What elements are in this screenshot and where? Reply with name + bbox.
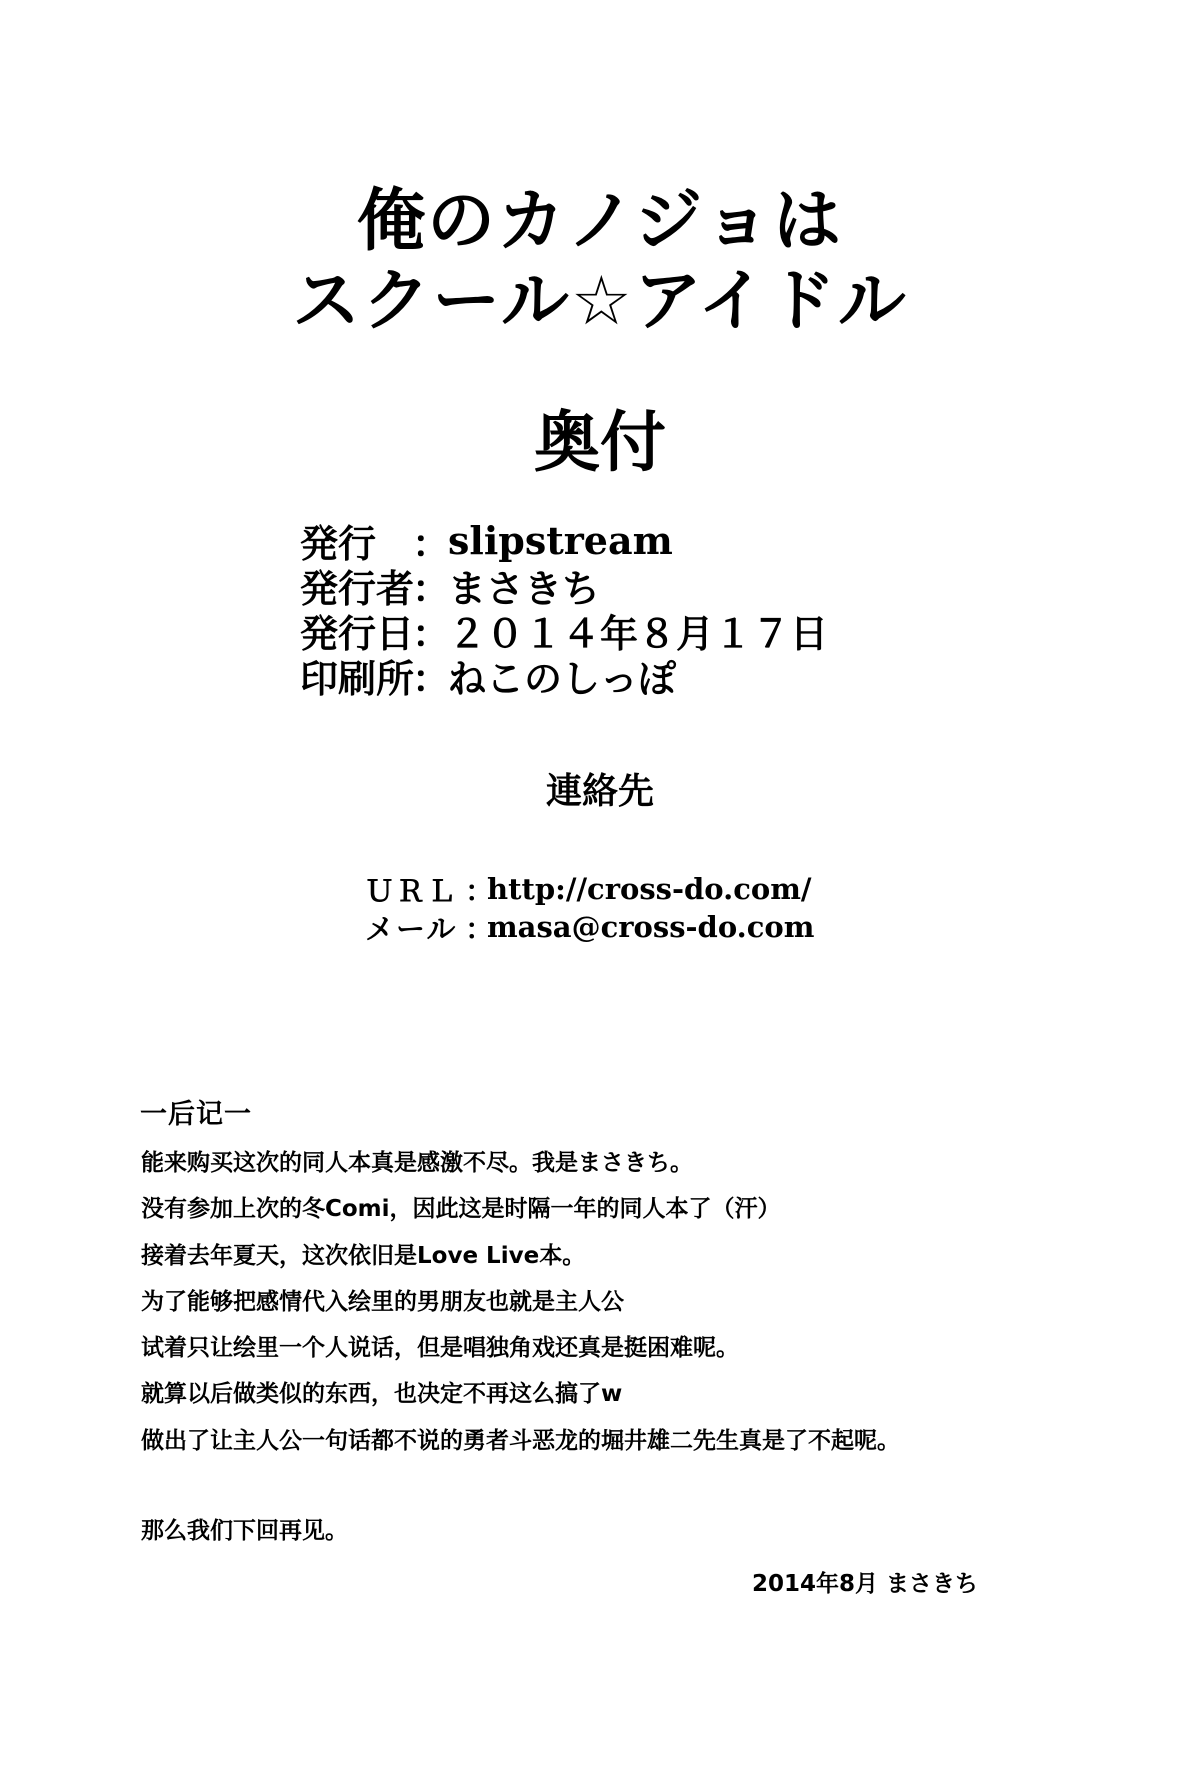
colophon-heading: 奥付 [534, 404, 666, 481]
contact-separator: ： [465, 911, 495, 946]
contact-heading: 連絡先 [545, 771, 654, 812]
info-row-date [300, 608, 829, 656]
info-value: ２０１４年８月１７日 [448, 611, 829, 656]
info-key: 印刷所 [300, 656, 415, 701]
afterword-line: 接着去年夏天，这次依旧是Love Live本。 [141, 1242, 586, 1269]
contact-row-url [365, 870, 814, 908]
afterword-title: 一后记一 [140, 1099, 252, 1130]
info-key: 発行者 [300, 566, 415, 611]
info-value: まさきち [448, 566, 601, 611]
afterword-body [141, 1148, 1081, 1472]
contact-email-link[interactable]: masa@cross-do.com [487, 910, 815, 944]
info-value: ねこのしっぽ [448, 656, 677, 701]
info-separator: ： [412, 521, 451, 566]
signature-date: 2014年8月 [751, 1571, 878, 1597]
publication-info [300, 518, 829, 701]
afterword-signature [752, 1565, 978, 1598]
info-separator: ： [412, 611, 451, 656]
afterword-closing: 那么我们下回再见。 [141, 1518, 348, 1544]
contact-key: メール [365, 911, 458, 946]
contact-key: ＵＲＬ [365, 873, 459, 908]
info-separator: ： [412, 566, 451, 611]
afterword-line: 就算以后做类似的东西，也决定不再这么搞了w [141, 1381, 623, 1408]
info-value: slipstream [448, 518, 673, 563]
afterword-line: 做出了让主人公一句话都不说的勇者斗恶龙的堀井雄二先生真是了不起呢。 [141, 1427, 900, 1454]
contact-row-email [365, 908, 814, 946]
info-key: 発行 [300, 521, 415, 566]
afterword-line: 试着只让绘里一个人说话，但是唱独角戏还真是挺困难呢。 [141, 1335, 739, 1362]
info-separator: ： [412, 656, 451, 701]
info-key: 発行日 [300, 611, 415, 656]
afterword-line: 没有参加上次的冬Comi，因此这是时隔一年的同人本了（汗） [141, 1196, 781, 1223]
info-row-author [300, 563, 828, 611]
contact-url-link[interactable]: http://cross-do.com/ [487, 872, 812, 906]
info-row-printer [300, 653, 828, 701]
book-title-line1: 俺のカノジョは [357, 182, 843, 261]
contact-separator: ： [465, 873, 495, 908]
contact-info [365, 870, 814, 946]
afterword-line: 为了能够把感情代入绘里的男朋友也就是主人公 [141, 1288, 624, 1315]
signature-name: まさきち [886, 1571, 978, 1597]
info-row-publisher [300, 518, 828, 566]
afterword-line: 能来购买这次的同人本真是感激不尽。我是まさきち。 [141, 1150, 693, 1176]
book-title-line2: スクール☆アイドル [292, 262, 908, 341]
